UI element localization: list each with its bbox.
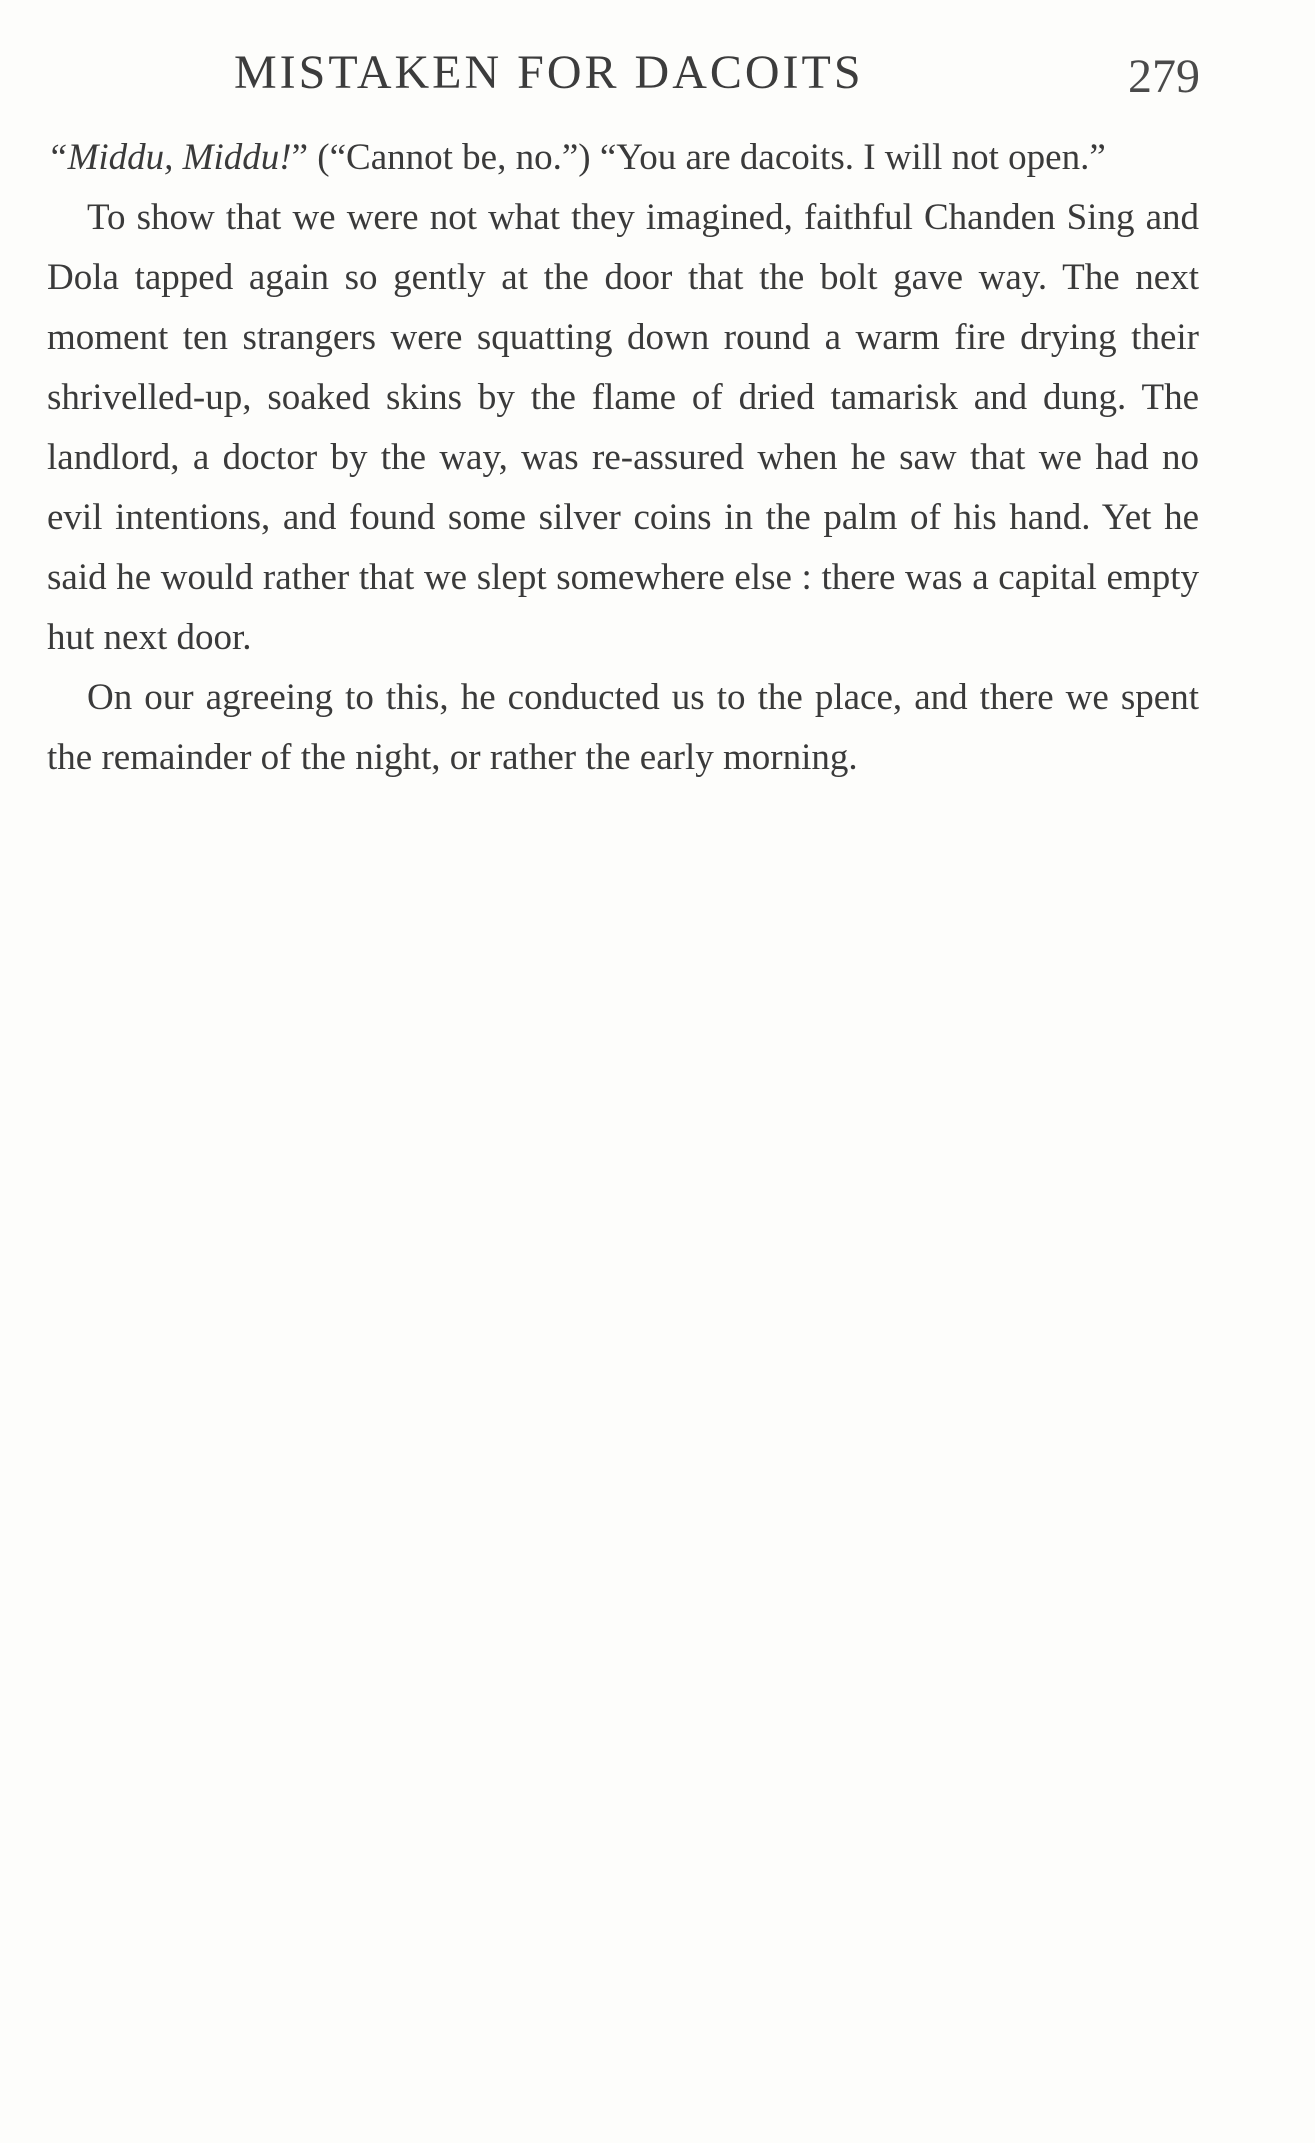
paragraph-closing: On our agreeing to this, he conducted us to the place, and there we spent the remainder of the night, or rather the early morning. — [47, 677, 1199, 778]
italic-speech: Middu, Middu! — [67, 137, 292, 178]
dialogue-rest: ” (“Cannot be, no.”) “You are dacoits. I will not open.” — [291, 137, 1106, 178]
paragraph-narrative: To show that we were not what they imagined, faithful Chanden Sing and Dola tapped again so gently at the door that the bolt gave way. The next moment ten strangers were squatting down round a warm fire drying their shrivelled-up, soaked skins by the flame of dried tamarisk and dung. The landlord, a doctor by the way, was re-assured when he saw that we had no evil intentions, and found some silver coins in the palm of his hand. Yet he said he would rather that we slept somewhere else : there was a capital empty hut next door. — [47, 197, 1199, 658]
opening-quote: “ — [47, 137, 68, 178]
body-text — [47, 128, 1199, 788]
running-title: MISTAKEN FOR DACOITS — [234, 46, 864, 99]
page-number: 279 — [1128, 50, 1200, 103]
paragraph-dialogue — [47, 128, 1199, 188]
running-head — [48, 38, 1200, 108]
